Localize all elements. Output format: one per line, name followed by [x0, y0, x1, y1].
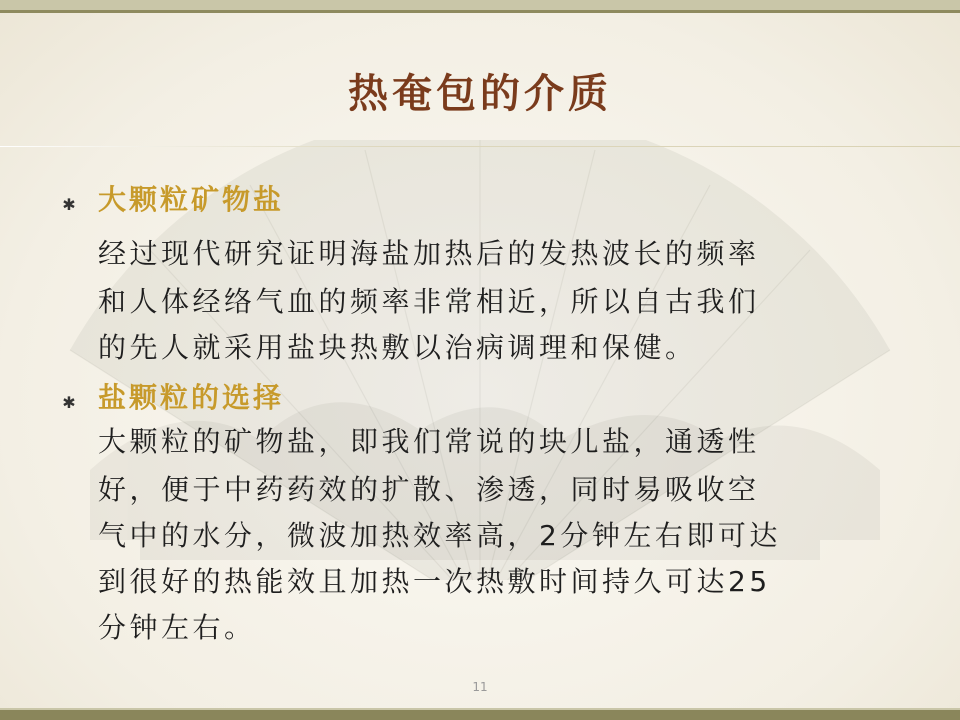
body-text-line: 和人体经络气血的频率非常相近，所以自古我们 — [98, 285, 760, 318]
body-text-line: 大颗粒的矿物盐，即我们常说的块儿盐，通透性 — [98, 425, 760, 458]
body-text-line: 气中的水分，微波加热效率高，2分钟左右即可达 — [98, 519, 781, 552]
body-text-line: 的先人就采用盐块热敷以治病调理和保健。 — [98, 331, 697, 364]
body-text-line: 到很好的热能效且加热一次热敷时间持久可达25 — [98, 565, 771, 598]
body-text-line: 好，便于中药药效的扩散、渗透，同时易吸收空 — [98, 473, 760, 506]
body-text-line: 经过现代研究证明海盐加热后的发热波长的频率 — [98, 237, 760, 270]
page-number: 11 — [472, 680, 488, 694]
body-text-line: 分钟左右。 — [98, 611, 256, 644]
slide-title: 热奄包的介质 — [348, 70, 612, 117]
section-heading: 盐颗粒的选择 — [98, 381, 285, 414]
asterisk-bullet-icon: ✱ — [62, 393, 76, 412]
asterisk-bullet-icon: ✱ — [62, 195, 76, 214]
bottom-decorative-bar — [0, 710, 960, 720]
section-heading: 大颗粒矿物盐 — [98, 183, 285, 216]
